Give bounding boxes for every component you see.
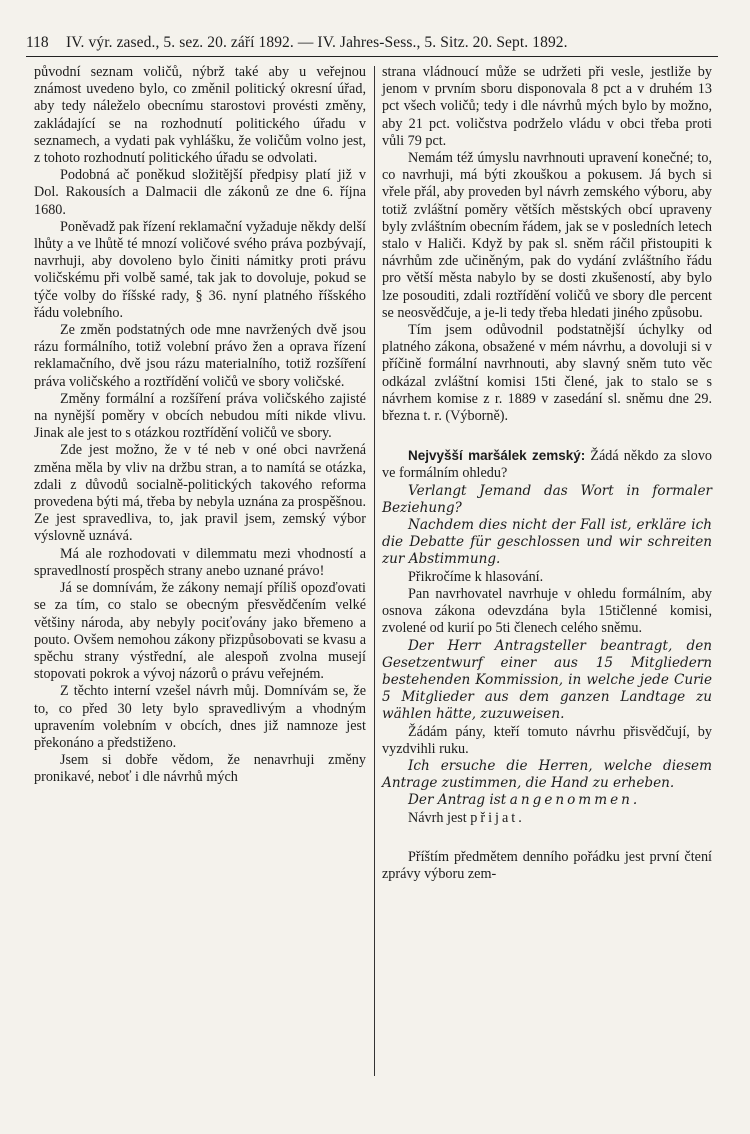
paragraph: Jsem si dobře vědom, že nenavrhuji změny pronikavé, neboť i dle návrhů mých [34,752,366,786]
speaker-paragraph [382,447,712,482]
result-german-word: angenommen. [509,792,641,809]
paragraph: Nemám též úmyslu navrhnouti upravení konečné; to, co navrhuji, má býti zkouškou a pokusem. Já bych si vřele přál, aby proveden byl návrh zemského výboru, aby totiž zvláštní poměry větších městských obcí upraveny byly zvláštním obecním řádem, jak se v posledních letech stalo v Haliči. Když by pak sl. sněm ráčil přistoupiti k návrhům zde učiněným, pak do vydání zvláštního řádu pro větší města nabylo by se dosti zkušeností, aby bylo lze posouditi, zdali roztřídění voličů ve sbory dle percent se neosvědčuje, a je-li tedy třeba hledati jiného způsobu. [382,150,712,321]
result-german-prefix: Der Antrag ist [408,792,507,809]
paragraph: původní seznam voličů, nýbrž také aby u veřejnou známost uvedeno bylo, co změnil politický okresní úřad, aby tedy náleželo obecnímu starostovi provésti změny, zakládající se na rozhodnutí politického úřadu v seznamech, a vydati pak vyhlášku, že voličům volno jest, z tohoto rozhodnutí politického úřadu se odvolati. [34,64,366,167]
paragraph: Má ale rozhodovati v dilemmatu mezi vhodností a spravedlností prospěch strany anebo uznané právo! [34,545,366,579]
closing-paragraph: Příštím předmětem denního pořádku jest první čtení zprávy výboru zem- [382,848,712,882]
paragraph: Poněvadž pak řízení reklamační vyžaduje někdy delší lhůty a ve lhůtě té mnozí voličové svého práva pozbývají, navrhuji, aby dovoleno bylo činiti námitky proti právu voličskému při volbě samé, tak jak to dovoluje, pokud se týče volby do říšské rady, § 36. nyní platného říšského řádu volebního. [34,218,366,321]
paragraph: Žádám pány, kteří tomuto návrhu přisvědčují, by vyzdvihli ruku. [382,723,712,757]
left-column [34,64,366,787]
paragraph: Přikročíme k hlasování. [408,568,544,585]
column-divider [374,66,375,1076]
german-paragraph: Der Herr Antragsteller beantragt, den Gesetzentwurf einer aus 15 Mitgliedern bestehenden Kommission, in welche jede Curie 5 Mitglieder aus dem ganzen Landtage zu wählen hätte, zuzuweisen. [382,637,712,723]
spacer [382,827,712,849]
header-rule [26,56,718,57]
spacer [382,425,712,447]
paragraph: Z těchto interní vzešel návrh můj. Domnívám se, že to, co před 30 lety bylo spravedlivým a vhodným upravením volebním v obcích, dnes již namnoze jest překonáno a předstiženo. [34,683,366,751]
paragraph: Změny formální a rozšíření práva voličského zajisté na nynější poměry v obcích nebudou míti nikde vlivu. Jinak ale jest to s otázkou roztřídění voličů ve sbory. [34,390,366,442]
speaker-name: Nejvyšší maršálek zemský: [408,448,586,464]
result-czech [382,810,712,827]
page-number: 118 [26,34,49,51]
paragraph: Zde jest možno, že v té neb v oné obci navržená změna měla by vliv na držbu stran, a to namítá se otázka, zdali z důvodů socialně-politických takového reforma provedena býti má, třeba by nebyla uznána za prospěšnou. Ze jest spravedliva, to, jak pravil jsem, zemský výbor výslovně uznává. [34,442,366,545]
right-column [382,64,712,883]
paragraph: Ze změn podstatných ode mne navržených dvě jsou rázu formálního, totiž volební právo žen a oprava řízení reklamačního, dvě jsou rázu materialního, totiž rozšíření práva voličského a roztřídění voličů ve sbory voličské. [34,322,366,390]
result-czech-word: přijat. [470,809,525,826]
result-czech-prefix: Návrh jest [408,809,467,826]
german-paragraph: Nachdem dies nicht der Fall ist, erkläre ich die Debatte für geschlossen und wir schreiten zur Abstimmung. [382,517,712,568]
result-german [382,792,712,809]
paragraph: strana vládnoucí může se udržeti při vesle, jestliže by jenom v prvním sboru disponovala 8 pct a v druhém 13 pct všech voličů; tedy i dle návrhů mých bylo by možno, aby 21 pct. voličstva podrželo vládu v obci třeba proti vůli 79 pct. [382,64,712,149]
paragraph: Pan navrhovatel navrhuje v ohledu formálním, aby osnova zákona odevzdána byla 15tičlenné komisi, zvolené od kurií po 5ti členech celého sněmu. [382,585,712,637]
page-header [26,28,716,54]
running-title: IV. výr. zased., 5. sez. 20. září 1892. — IV. Jahres-Sess., 5. Sitz. 20. Sept. 1892. [66,34,568,51]
german-paragraph: Ich ersuche die Herren, welche diesem Antrage zustimmen, die Hand zu erheben. [382,757,712,792]
speaker-text: Žádá někdo za slovo ve formálním ohledu? [382,448,713,482]
german-paragraph: Verlangt Jemand das Wort in formaler Beziehung? [382,482,712,516]
paragraph: Tím jsem odůvodnil podstatnější úchylky od platného zákona, obsažené v mém návrhu, a dovoluji si v příčině formální navrhnouti, aby slavný sněm tuto věc odkázal zvláštní komisi 15ti člené, jak to stalo se s návrhem komise z r. 1889 v zasedání sl. sněmu dne 29. března t. r. (Výborně). [382,322,712,425]
paragraph: Podobná ač poněkud složitější předpisy platí již v Dol. Rakousích a Dalmacii dle zákonů ze dne 6. října 1680. [34,167,366,218]
paragraph: Já se domnívám, že zákony nemají příliš opozďovati se za tím, co stalo se obecným přesvědčením velké většiny národa, aby nebyly pociťovány jako břemeno a pouto. Ovšem nemohou zákony přizpůsobovati se kvasu a spěchu strany výstřední, ale alespoň zvolna musejí stopovati pokrok a vývoj názorů o právu veřejném. [34,580,366,683]
